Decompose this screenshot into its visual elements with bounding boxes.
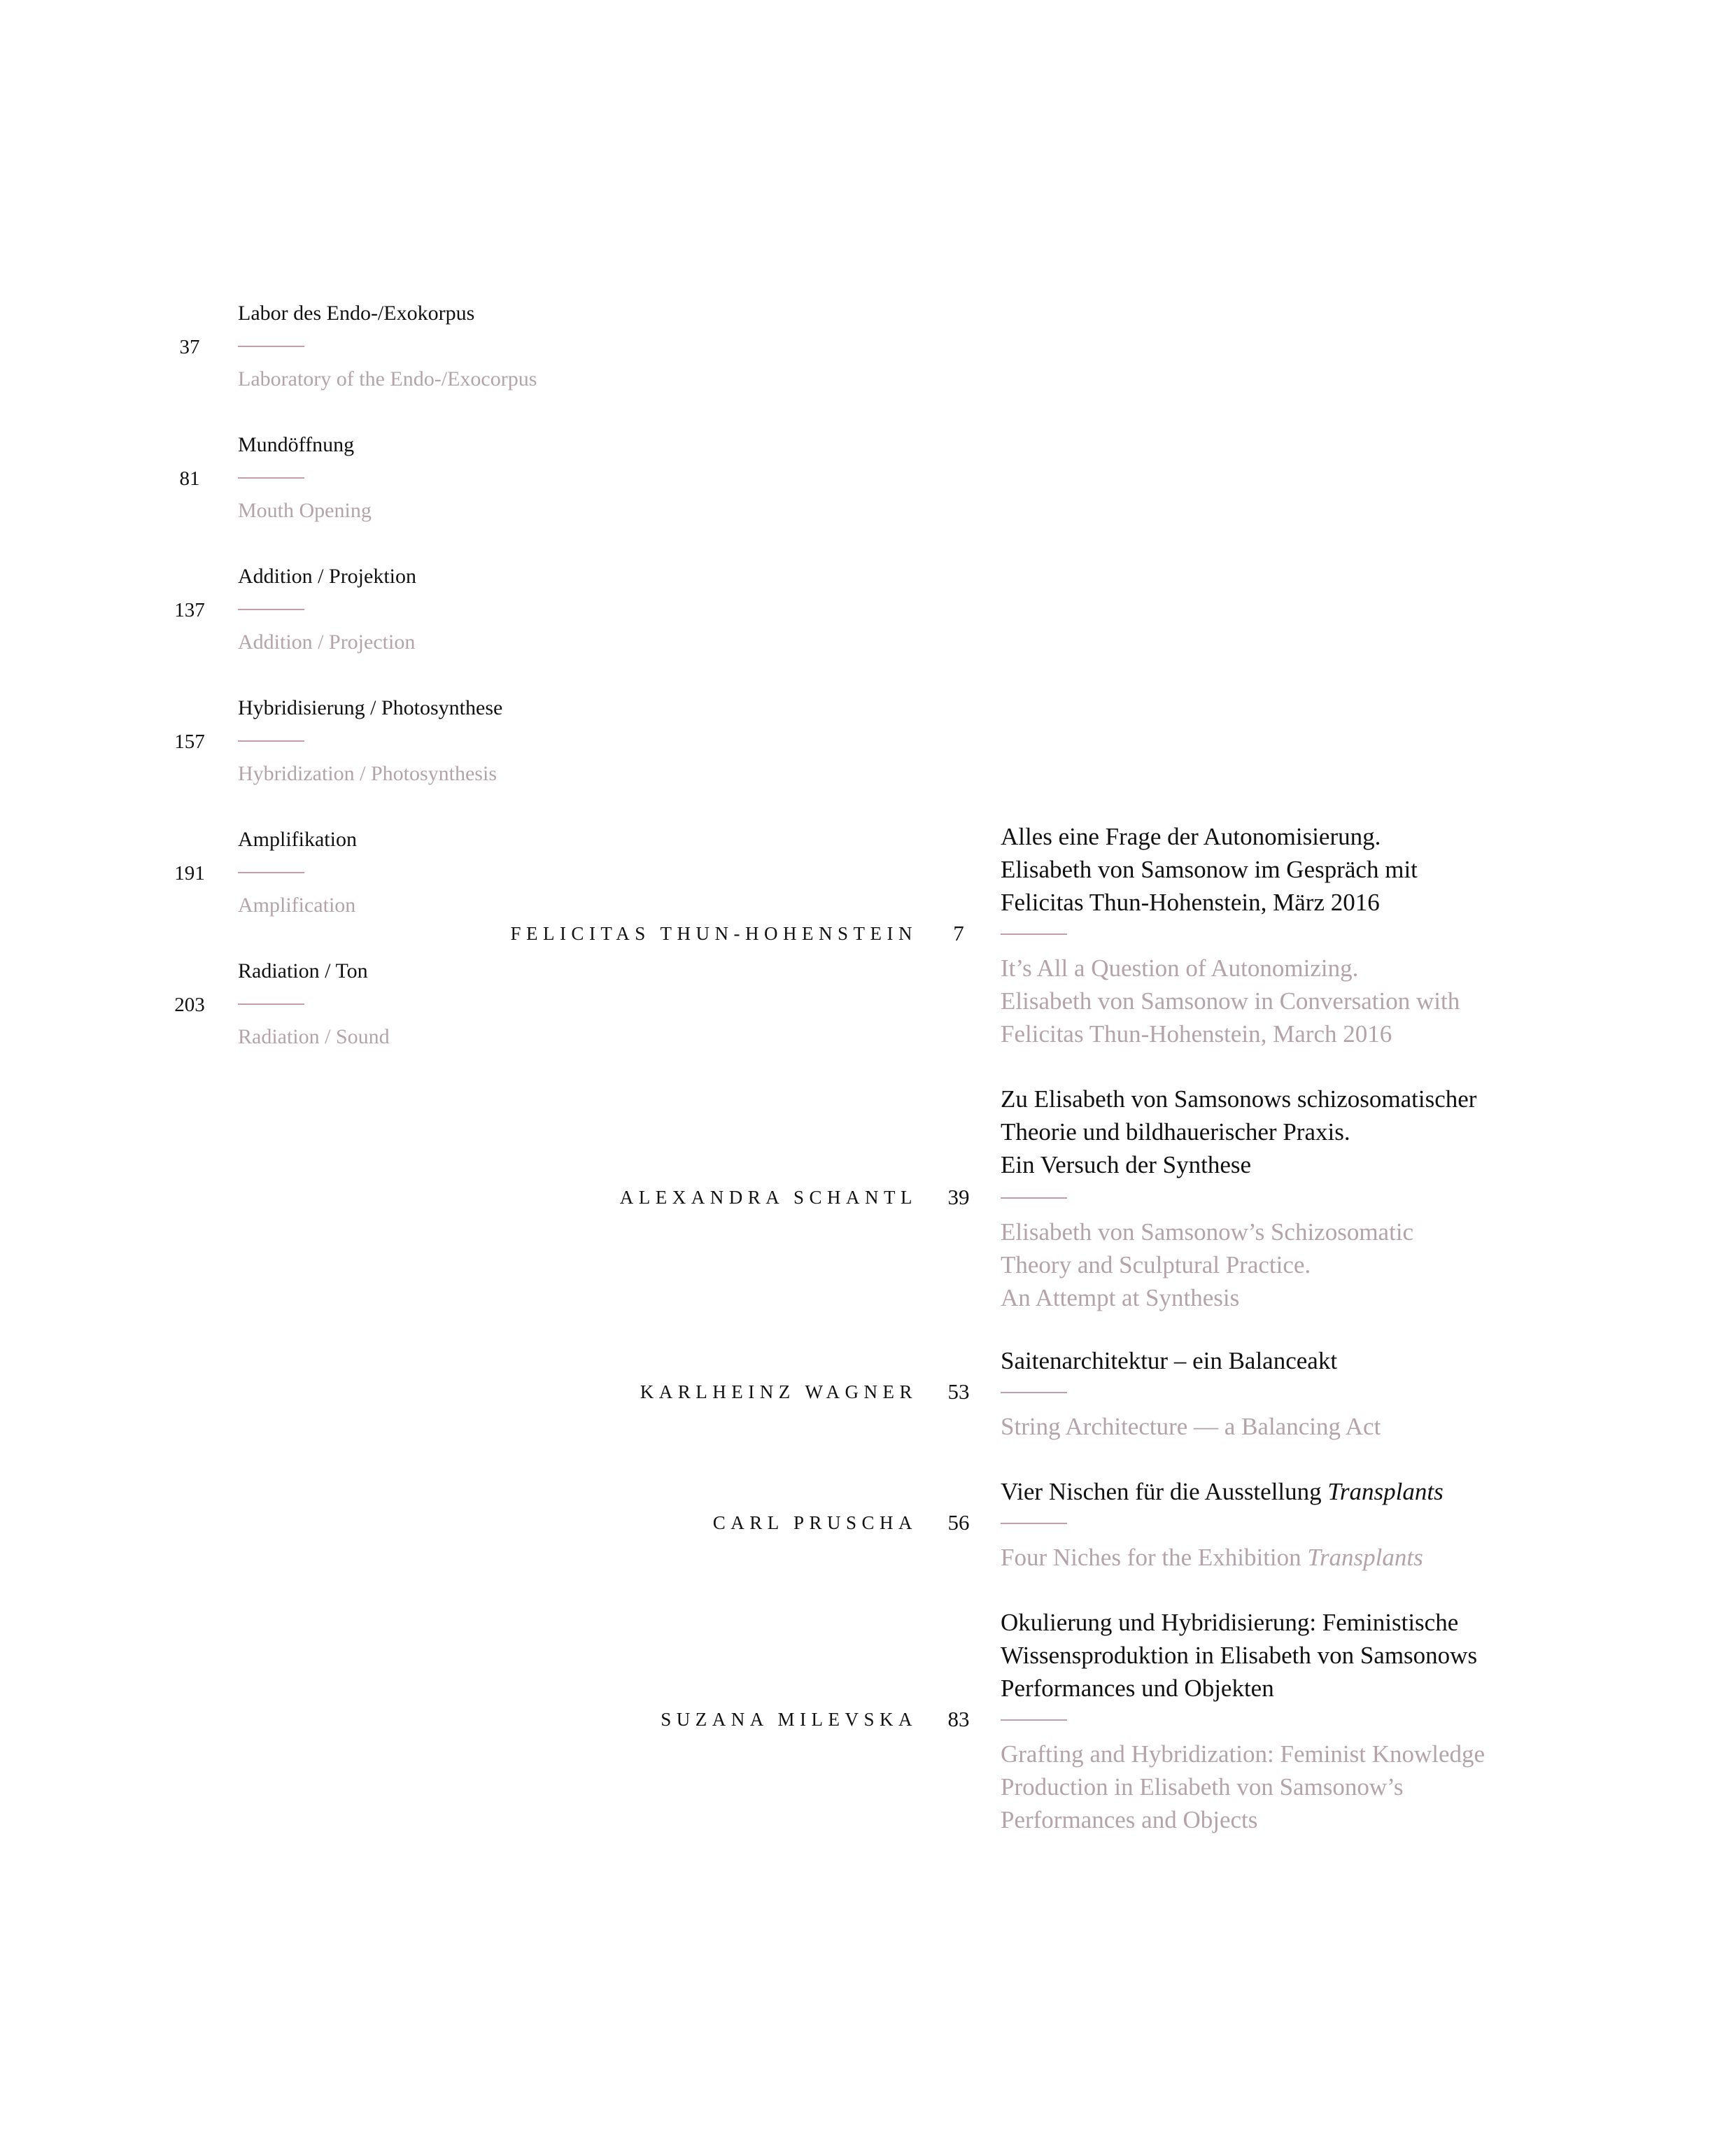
entry-page-number: 37 [179, 336, 200, 358]
entry-page-number: 137 [174, 599, 205, 621]
title-line [1001, 1475, 1444, 1508]
divider [238, 477, 304, 479]
title-line: String Architecture — a Balancing Act [1001, 1413, 1381, 1440]
author-name: CARL PRUSCHA [712, 1512, 917, 1533]
entry-title-de [1001, 1606, 1477, 1705]
divider [238, 1003, 304, 1005]
title-line: Felicitas Thun-Hohenstein, März 2016 [1001, 889, 1380, 916]
entry-title-de: Labor des Endo-/Exokorpus [238, 302, 475, 325]
title-line: Grafting and Hybridization: Feminist Knowledge [1001, 1740, 1486, 1768]
entry-page-number: 157 [174, 731, 205, 753]
divider [1001, 1197, 1067, 1199]
entry-title-de: Hybridisierung / Photosynthese [238, 696, 503, 719]
title-line: Performances and Objects [1001, 1806, 1258, 1833]
entry-page-number: 56 [947, 1510, 970, 1535]
title-line: Theorie und bildhauerischer Praxis. [1001, 1118, 1350, 1146]
entry-page-number: 53 [947, 1379, 970, 1404]
entry-title-en [1001, 1410, 1381, 1443]
entry-title-en: Radiation / Sound [238, 1025, 390, 1048]
divider [238, 740, 304, 742]
entry-page-number: 203 [174, 994, 205, 1016]
entry-title-en [1001, 1216, 1413, 1314]
title-line [1001, 1541, 1423, 1574]
title-line: Production in Elisabeth von Samsonow’s [1001, 1773, 1404, 1801]
divider [238, 872, 304, 873]
title-line: Zu Elisabeth von Samsonows schizosomatischer [1001, 1085, 1477, 1113]
title-line: Elisabeth von Samsonow in Conversation with [1001, 987, 1460, 1015]
divider [238, 609, 304, 610]
title-line: Wissensproduktion in Elisabeth von Samsonows [1001, 1642, 1478, 1669]
entry-title-de [1001, 1083, 1476, 1181]
divider [1001, 1719, 1067, 1721]
entry-title-en: Laboratory of the Endo-/Exocorpus [238, 367, 537, 390]
entry-title-de: Addition / Projektion [238, 565, 416, 588]
entry-page-number: 83 [947, 1707, 970, 1731]
title-line: Ein Versuch der Synthese [1001, 1151, 1252, 1178]
entry-title-de [1001, 1344, 1337, 1377]
entry-title-en: Mouth Opening [238, 499, 372, 522]
entry-title-en: Hybridization / Photosynthesis [238, 762, 497, 785]
title-line: Okulierung und Hybridisierung: Feministische [1001, 1609, 1459, 1636]
divider [1001, 1392, 1067, 1393]
title-line: Performances und Objekten [1001, 1675, 1274, 1702]
title-text: Vier Nischen für die Ausstellung [1001, 1478, 1328, 1505]
title-line: Elisabeth von Samsonow’s Schizosomatic [1001, 1218, 1414, 1246]
title-line: It’s All a Question of Autonomizing. [1001, 954, 1359, 982]
author-name: FELICITAS THUN-HOHENSTEIN [510, 923, 917, 944]
title-line: An Attempt at Synthesis [1001, 1284, 1240, 1311]
title-line: Elisabeth von Samsonow im Gespräch mit [1001, 856, 1418, 883]
entry-title-en [1001, 952, 1460, 1050]
author-name: ALEXANDRA SCHANTL [619, 1187, 917, 1208]
entry-title-de: Mundöffnung [238, 433, 355, 456]
entry-page-number: 81 [179, 467, 200, 490]
author-name: KARLHEINZ WAGNER [640, 1381, 917, 1402]
divider [238, 346, 304, 347]
entry-title-en [1001, 1738, 1485, 1836]
divider [1001, 933, 1067, 935]
entry-page-number: 191 [174, 862, 205, 885]
title-line: Alles eine Frage der Autonomisierung. [1001, 823, 1381, 850]
title-line: Theory and Sculptural Practice. [1001, 1251, 1311, 1278]
title-text: Four Niches for the Exhibition [1001, 1544, 1308, 1571]
entry-page-number: 7 [953, 921, 964, 945]
entry-title-en: Addition / Projection [238, 630, 416, 654]
entry-title-de [1001, 1475, 1444, 1508]
italic-title: Transplants [1307, 1544, 1423, 1571]
entry-page-number: 39 [947, 1185, 970, 1209]
entry-title-en: Amplification [238, 894, 356, 917]
entry-title-de [1001, 820, 1418, 919]
entry-title-de: Amplifikation [238, 828, 357, 851]
italic-title: Transplants [1327, 1478, 1444, 1505]
title-line: Saitenarchitektur – ein Balanceakt [1001, 1347, 1338, 1374]
title-line: Felicitas Thun-Hohenstein, March 2016 [1001, 1020, 1392, 1048]
author-name: SUZANA MILEVSKA [661, 1709, 917, 1730]
entry-title-en [1001, 1541, 1423, 1574]
entry-title-de: Radiation / Ton [238, 959, 368, 982]
divider [1001, 1523, 1067, 1524]
